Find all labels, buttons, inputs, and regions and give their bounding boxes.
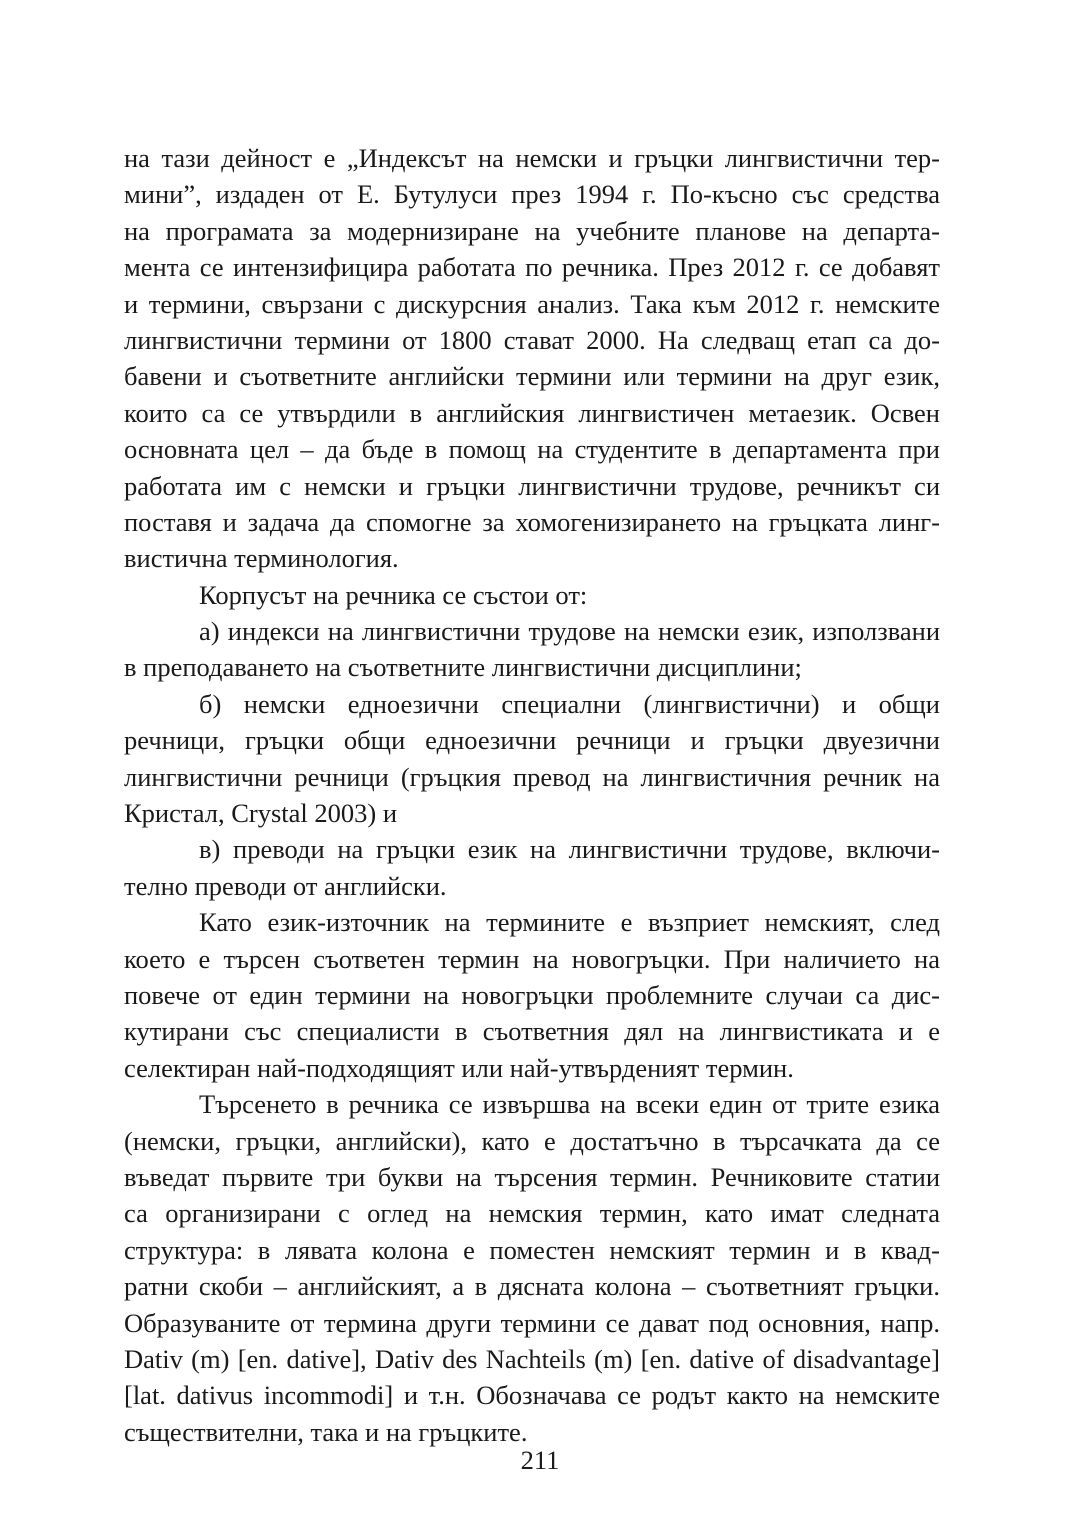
text-line: Образуваните от термина други термини се дават под основния, напр. — [124, 1307, 940, 1338]
body-text — [124, 140, 940, 1450]
text-line: селектиран най-подходящият или най-утвърденият термин. — [124, 1052, 794, 1083]
text-line: структура: в лявата колона е поместен немският термин и в квад- — [124, 1234, 940, 1265]
text-line: са организирани с оглед на немския термин, като имат следната — [124, 1198, 940, 1229]
text-line: основната цел – да бъде в помощ на студентите в департамента при — [124, 434, 940, 465]
text-line: мента се интензифицира работата по речника. През 2012 г. се добавят — [124, 252, 940, 283]
text-line: поставя и задача да спомогне за хомогенизирането на гръцката линг- — [124, 506, 940, 537]
text-line: а) индекси на лингвистични трудове на немски език, използвани — [199, 616, 940, 647]
text-line: ратни скоби – английският, а в дясната колона – съответният гръцки. — [124, 1271, 940, 1302]
text-line: в) преводи на гръцки език на лингвистични трудове, включи- — [199, 834, 940, 865]
text-line: което е търсен съответен термин на новогръцки. При наличието на — [124, 943, 940, 974]
text-line: които са се утвърдили в английския лингвистичен метаезик. Освен — [124, 397, 940, 428]
text-line: на тази дейност е „Индексът на немски и гръцки лингвистични тер- — [124, 143, 940, 173]
text-line: в преподаването на съответните лингвистични дисциплини; — [124, 652, 802, 683]
text-line: Корпусът на речника се състои от: — [199, 579, 588, 610]
text-line: речници, гръцки общи едноезични речници и гръцки двуезични — [124, 725, 940, 756]
text-line: телно преводи от английски. — [124, 870, 447, 901]
text-line: Търсенето в речника се извършва на всеки един от трите езика — [199, 1089, 940, 1120]
text-line: б) немски едноезични специални (лингвистични) и общи — [199, 688, 940, 719]
text-line: и термини, свързани с дискурсния анализ. Така към 2012 г. немските — [124, 288, 940, 319]
page-number: 211 — [520, 1445, 560, 1475]
text-line: Dativ (m) [en. dative], Dativ des Nachteils (m) [en. dative of disadvantage] — [124, 1343, 940, 1374]
text-line: работата им с немски и гръцки лингвистични трудове, речникът си — [124, 470, 940, 501]
text-line: Кристал, Crystal 2003) и — [124, 798, 398, 829]
text-line: бавени и съответните английски термини или термини на друг език, — [124, 361, 940, 392]
text-line: мини”, издаден от Е. Бутулуси през 1994 г. По-късно със средства — [124, 179, 940, 210]
text-line: (немски, гръцки, английски), като е достатъчно в търсачката да се — [124, 1125, 940, 1156]
text-line: вистична терминология. — [124, 543, 399, 574]
text-line: Като език-източник на термините е възприет немският, след — [199, 907, 940, 938]
text-line: [lat. dativus incommodi] и т.н. Обозначава се родът както на немските — [124, 1380, 940, 1411]
text-line: лингвистични термини от 1800 стават 2000. На следващ етап са до- — [124, 324, 940, 355]
text-line: лингвистични речници (гръцкия превод на лингвистичния речник на — [124, 761, 940, 792]
text-line: съществителни, така и на гръцките. — [124, 1416, 528, 1447]
text-line: кутирани със специалисти в съответния дял на лингвистиката и е — [124, 1016, 940, 1047]
text-line: на програмата за модернизиране на учебните планове на департа- — [124, 215, 940, 246]
text-line: въведат първите три букви на търсения термин. Речниковите статии — [124, 1161, 940, 1192]
text-line: повече от един термини на новогръцки проблемните случаи са дис- — [124, 979, 940, 1010]
